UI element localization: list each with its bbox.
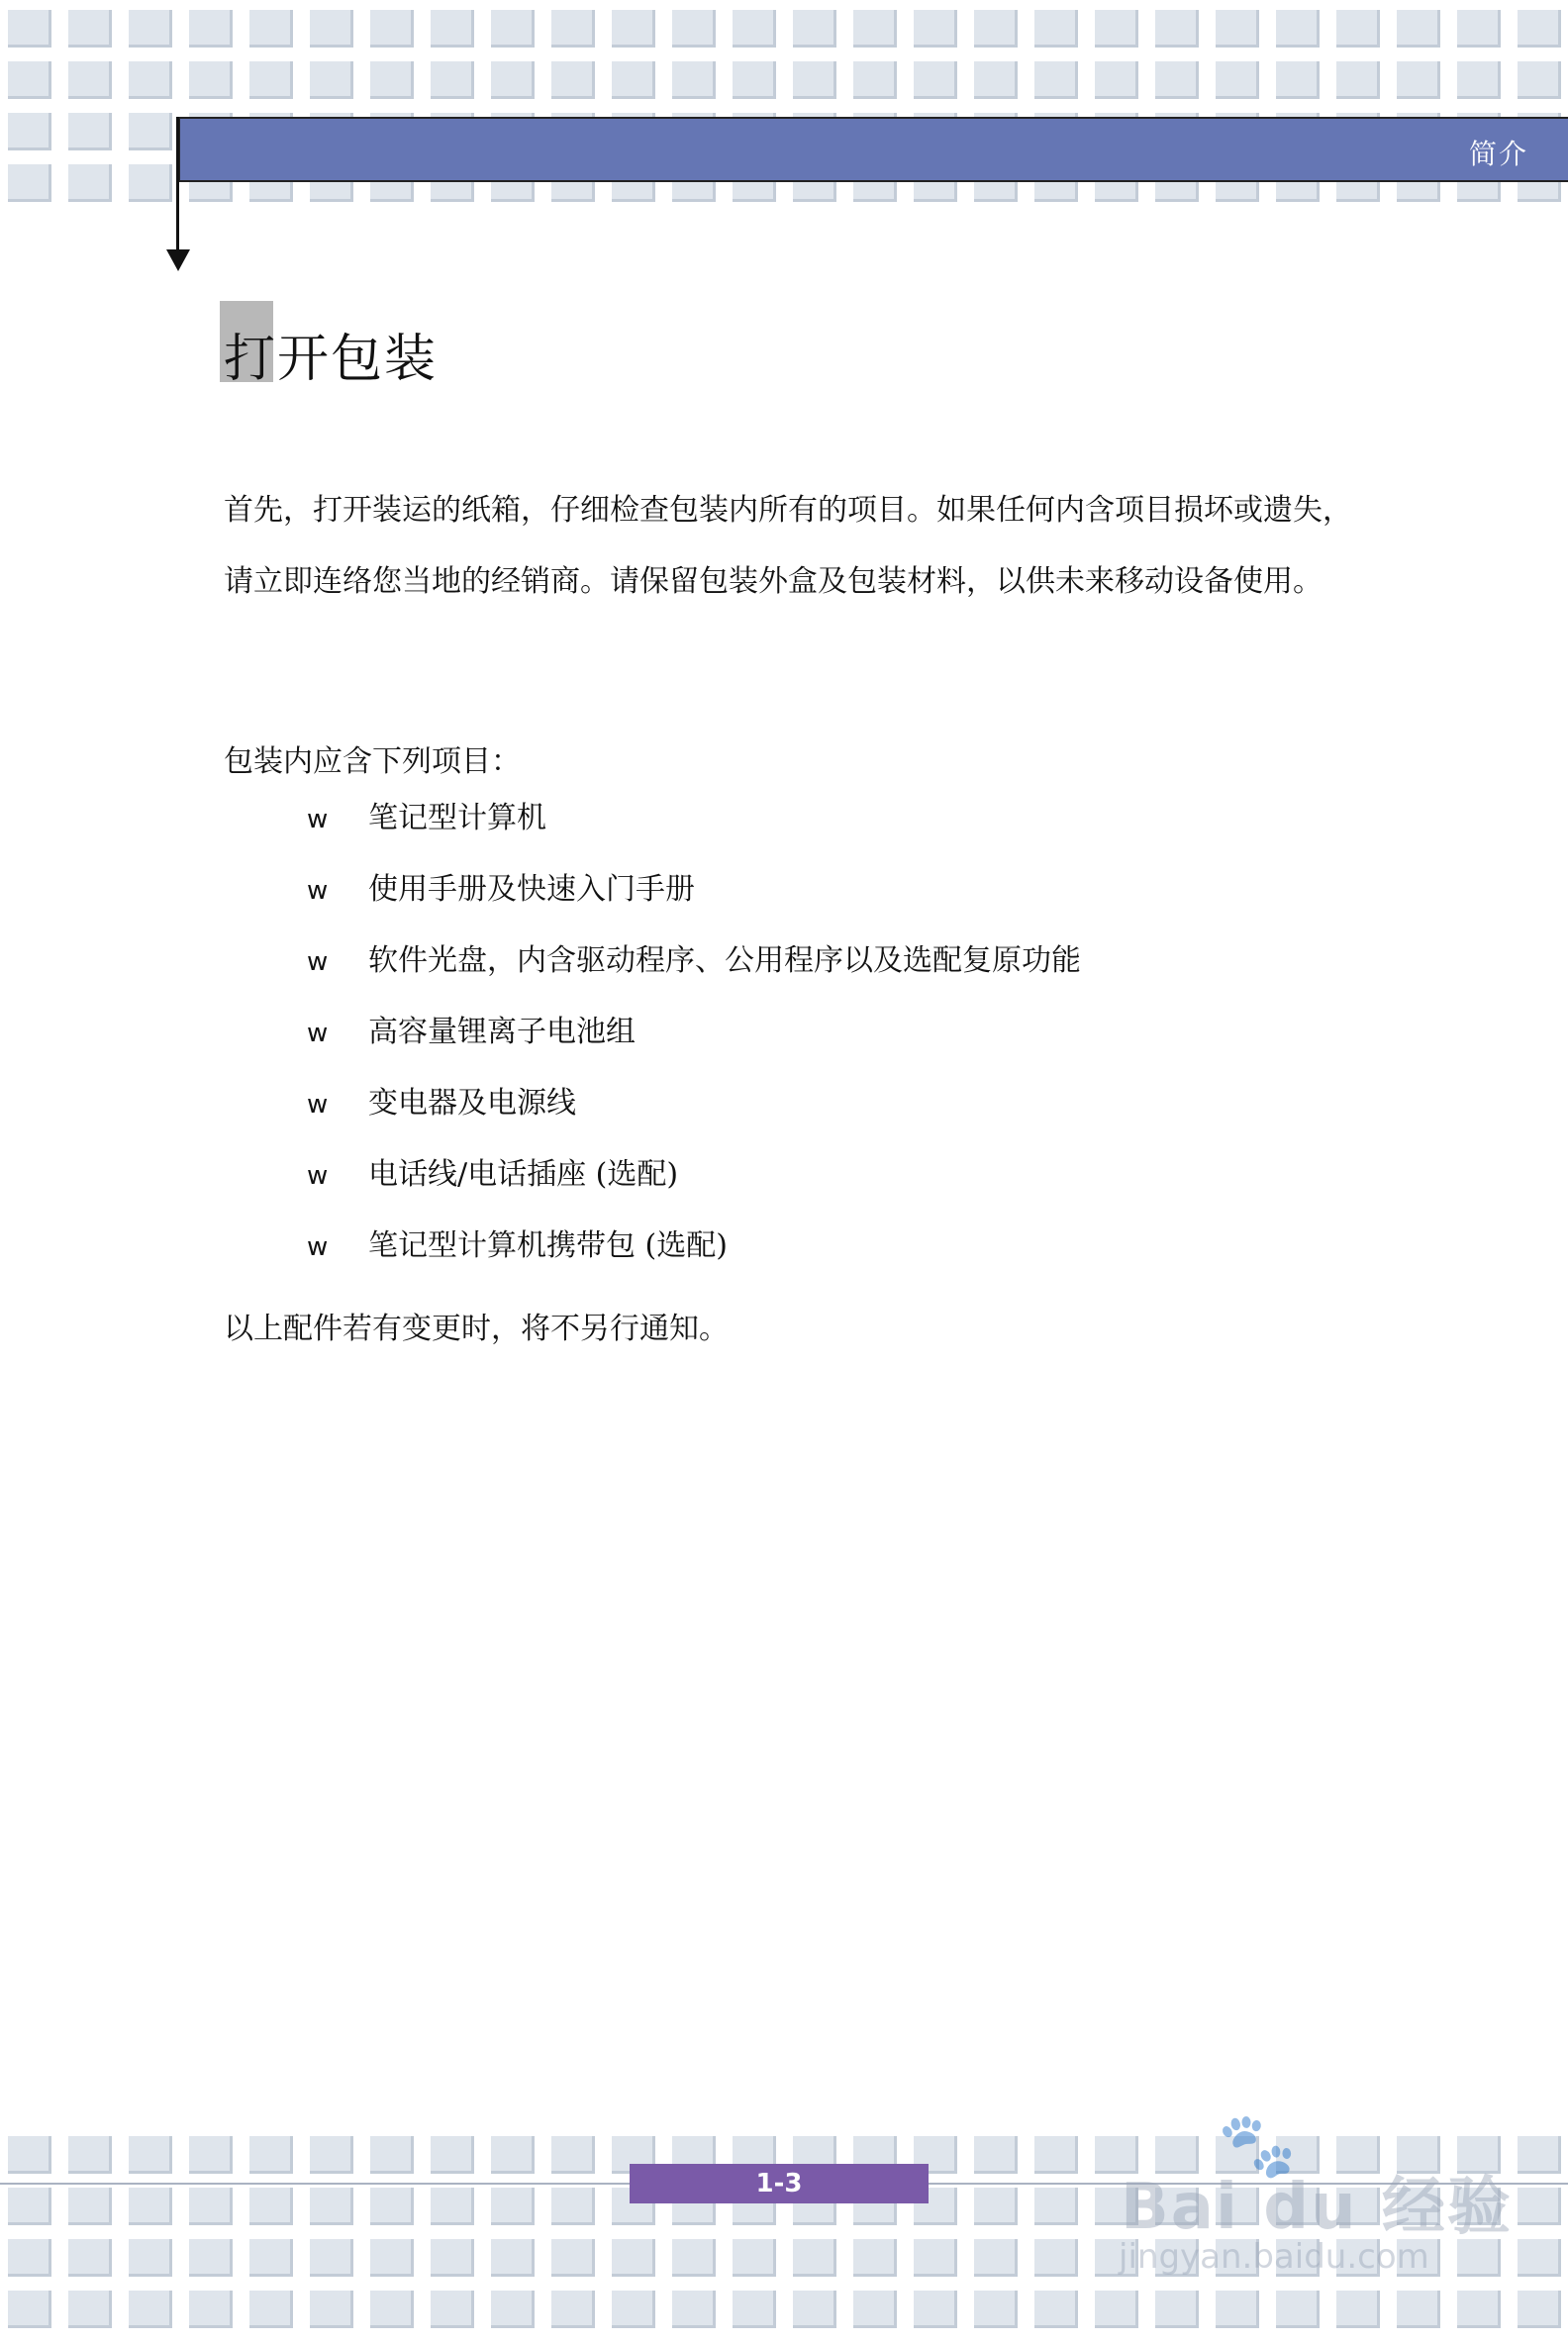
grid-square [129,2291,172,2328]
list-intro: 包装内应含下列项目： [224,744,521,779]
grid-square [129,61,172,99]
grid-square [370,61,414,99]
grid-square [551,2239,595,2277]
grid-square [68,2188,112,2225]
grid-square [793,2239,836,2277]
list-item [307,783,1081,854]
page-number: 1-3 [755,2169,803,2198]
bullet-icon: w [307,1232,329,1262]
grid-square [370,10,414,48]
grid-square [1336,10,1380,48]
grid-square [793,10,836,48]
grid-square [974,10,1018,48]
grid-square [1397,61,1440,99]
grid-square [974,2239,1018,2277]
grid-square [431,2239,474,2277]
list-item [307,1068,1081,1139]
grid-square [310,2291,353,2328]
grid-square [1155,61,1199,99]
bullet-icon: w [307,805,329,834]
grid-square [189,2239,233,2277]
grid-square [8,2291,51,2328]
grid-square [68,2291,112,2328]
grid-square [370,2188,414,2225]
grid-square [672,2239,716,2277]
grid-square [1397,10,1440,48]
grid-square [310,2239,353,2277]
grid-square [672,61,716,99]
grid-square [370,2291,414,2328]
grid-row [0,10,1568,48]
grid-square [793,61,836,99]
grid-square [733,2239,776,2277]
grid-square [853,2291,897,2328]
grid-square [1457,10,1501,48]
grid-square [68,113,112,150]
grid-square [612,2291,655,2328]
list-item-text: 笔记型计算机携带包 (选配) [368,1228,728,1263]
grid-square [1034,2136,1078,2174]
grid-square [1095,61,1138,99]
grid-square [129,2188,172,2225]
grid-square [8,113,51,150]
grid-square [853,2239,897,2277]
grid-square [8,61,51,99]
grid-square [8,2239,51,2277]
grid-square [189,2188,233,2225]
grid-square [310,10,353,48]
header-arrow-line [176,117,179,253]
grid-square [914,2239,957,2277]
grid-square [310,2188,353,2225]
grid-square [733,10,776,48]
grid-square [612,61,655,99]
grid-square [612,2239,655,2277]
grid-square [189,2136,233,2174]
grid-square [310,2136,353,2174]
grid-square [249,2291,293,2328]
grid-square [68,2239,112,2277]
grid-square [1518,61,1561,99]
down-arrow-icon [166,249,190,271]
bullet-icon: w [307,876,329,906]
grid-square [1034,61,1078,99]
grid-square [8,2136,51,2174]
package-items-list [307,783,1081,1282]
grid-square [914,10,957,48]
grid-square [189,61,233,99]
grid-square [370,2136,414,2174]
grid-square [1216,61,1259,99]
grid-square [1276,61,1320,99]
watermark-brand: Bai du 经验 [1121,2171,1513,2244]
grid-square [431,2291,474,2328]
list-item [307,1211,1081,1282]
grid-square [551,2291,595,2328]
section-title: 简介 [1468,138,1528,170]
grid-square [249,61,293,99]
grid-square [974,2291,1018,2328]
grid-square [551,2188,595,2225]
grid-square [491,2136,535,2174]
grid-square [8,164,51,202]
grid-square [189,2291,233,2328]
list-item-text: 变电器及电源线 [368,1086,576,1121]
grid-square [1336,61,1380,99]
grid-square [68,2136,112,2174]
bullet-icon: w [307,947,329,977]
list-item-text: 笔记型计算机 [368,801,546,835]
grid-square [1457,61,1501,99]
grid-square [1155,10,1199,48]
bullet-icon: w [307,1090,329,1120]
list-item-text: 高容量锂离子电池组 [368,1015,636,1049]
grid-square [129,164,172,202]
intro-paragraph: 首先，打开装运的纸箱，仔细检查包装内所有的项目。如果任何内含项目损坏或遗失，请立即连络您当地的经销商。请保留包装外盒及包装材料，以供未来移动设备使用。 [224,493,1352,599]
grid-square [8,2188,51,2225]
grid-square [189,10,233,48]
grid-square [914,61,957,99]
grid-square [129,2239,172,2277]
grid-square [68,61,112,99]
grid-square [249,10,293,48]
grid-square [249,2239,293,2277]
grid-square [672,2291,716,2328]
section-header-band [178,117,1568,182]
grid-square [551,61,595,99]
grid-square [612,10,655,48]
grid-square [491,2188,535,2225]
closing-note: 以上配件若有变更时，将不另行通知。 [224,1312,729,1346]
list-item [307,997,1081,1068]
watermark-url: jingyan.baidu.com [1119,2237,1429,2277]
grid-square [733,61,776,99]
grid-square [1034,2188,1078,2225]
grid-square [129,2136,172,2174]
grid-square [129,10,172,48]
grid-square [129,113,172,150]
bullet-icon: w [307,1019,329,1048]
grid-square [551,10,595,48]
grid-square [8,10,51,48]
grid-square [733,2291,776,2328]
paw-icon: 🐾 [1218,2109,1297,2183]
list-item [307,1139,1081,1211]
baidu-watermark [1109,2108,1524,2306]
list-item-text: 电话线/电话插座 (选配) [368,1157,679,1192]
grid-square [551,2136,595,2174]
grid-square [431,10,474,48]
grid-square [974,2136,1018,2174]
grid-square [68,10,112,48]
grid-square [853,10,897,48]
grid-square [1276,10,1320,48]
grid-square [431,2136,474,2174]
list-item-text: 使用手册及快速入门手册 [368,872,695,907]
grid-square [249,2188,293,2225]
page-number-box [630,2164,929,2203]
grid-square [491,2291,535,2328]
page-title: 打开包装 [224,330,439,389]
grid-square [1095,10,1138,48]
grid-row [0,61,1568,99]
grid-square [1034,2239,1078,2277]
list-item [307,854,1081,926]
grid-square [68,164,112,202]
grid-square [1034,10,1078,48]
grid-square [672,10,716,48]
grid-square [491,61,535,99]
grid-square [1216,10,1259,48]
grid-square [431,61,474,99]
list-item-text: 软件光盘，内含驱动程序、公用程序以及选配复原功能 [368,943,1081,978]
list-item [307,926,1081,997]
grid-square [491,2239,535,2277]
grid-square [1034,2291,1078,2328]
grid-square [914,2291,957,2328]
grid-square [974,61,1018,99]
grid-square [431,2188,474,2225]
bullet-icon: w [307,1161,329,1191]
grid-square [249,2136,293,2174]
grid-square [974,2188,1018,2225]
grid-square [310,61,353,99]
grid-square [491,10,535,48]
grid-square [370,2239,414,2277]
grid-square [793,2291,836,2328]
grid-square [1518,10,1561,48]
grid-square [853,61,897,99]
